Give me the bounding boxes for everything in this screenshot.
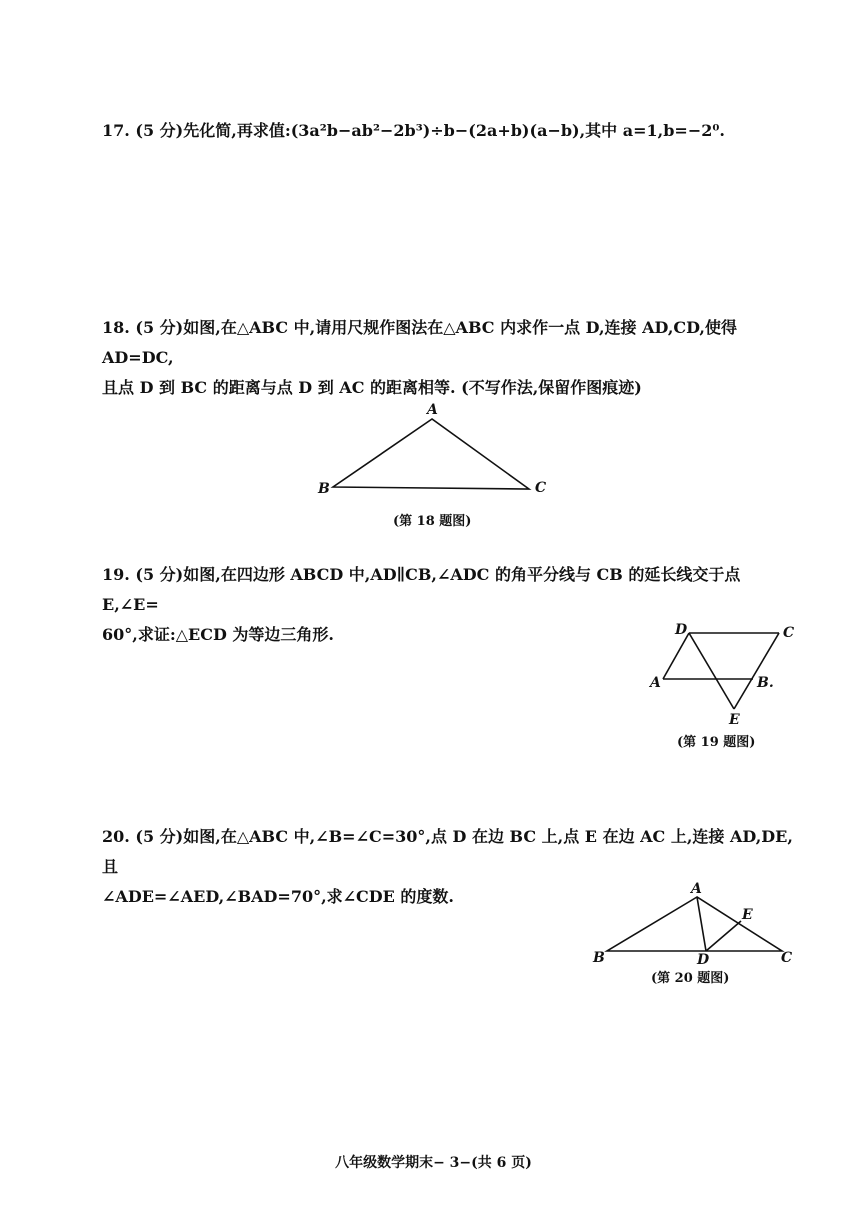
question-19-line-1: 19. (5 分)如图,在四边形 ABCD 中,AD∥CB,∠ADC 的角平分线与 CB 的延长线交于点 E,∠E=	[102, 565, 741, 614]
fig18-label-a: A	[427, 402, 438, 418]
fig19-label-a: A	[650, 675, 661, 691]
fig19-label-d: D	[675, 622, 688, 638]
fig20-label-e: E	[742, 907, 753, 923]
fig20-label-a: A	[691, 881, 702, 897]
figure-18	[333, 419, 529, 489]
figure-19	[663, 633, 779, 709]
figure-20-caption: (第 20 题图)	[651, 971, 730, 986]
fig20-label-c: C	[781, 950, 793, 966]
fig19-label-c: C	[783, 625, 795, 641]
question-18-line-1: 18. (5 分)如图,在△ABC 中,请用尺规作图法在△ABC 内求作一点 D,连接 AD,CD,使得 AD=DC,	[102, 318, 737, 367]
question-17-text: 17. (5 分)先化简,再求值:(3a²b−ab²−2b³)÷b−(2a+b)(a−b),其中 a=1,b=−2⁰.	[102, 121, 725, 140]
fig18-label-b: B	[318, 481, 330, 497]
fig20-label-d: D	[697, 952, 710, 968]
question-20-line-2: ∠ADE=∠AED,∠BAD=70°,求∠CDE 的度数.	[102, 887, 455, 906]
fig19-label-b: B.	[757, 675, 774, 691]
segment-de	[689, 633, 734, 709]
segment-ad	[697, 897, 706, 951]
figure-20	[607, 897, 782, 951]
segment-ce	[734, 633, 779, 709]
figure-19-caption: (第 19 题图)	[677, 735, 756, 750]
page-footer: 八年级数学期末− 3−(共 6 页)	[335, 1155, 532, 1171]
fig20-label-b: B	[593, 950, 605, 966]
figure-18-caption: (第 18 题图)	[393, 514, 472, 529]
question-19-line-2: 60°,求证:△ECD 为等边三角形.	[102, 625, 334, 644]
fig19-label-e: E	[729, 712, 740, 728]
triangle-abc-20	[607, 897, 782, 951]
segment-de-20	[706, 921, 741, 951]
question-20-line-1: 20. (5 分)如图,在△ABC 中,∠B=∠C=30°,点 D 在边 BC 上,点 E 在边 AC 上,连接 AD,DE,且	[102, 827, 793, 876]
segment-da	[663, 633, 689, 679]
question-18-line-2: 且点 D 到 BC 的距离与点 D 到 AC 的距离相等. (不写作法,保留作图痕迹)	[102, 378, 642, 397]
fig18-label-c: C	[535, 480, 547, 496]
triangle-abc	[333, 419, 529, 489]
